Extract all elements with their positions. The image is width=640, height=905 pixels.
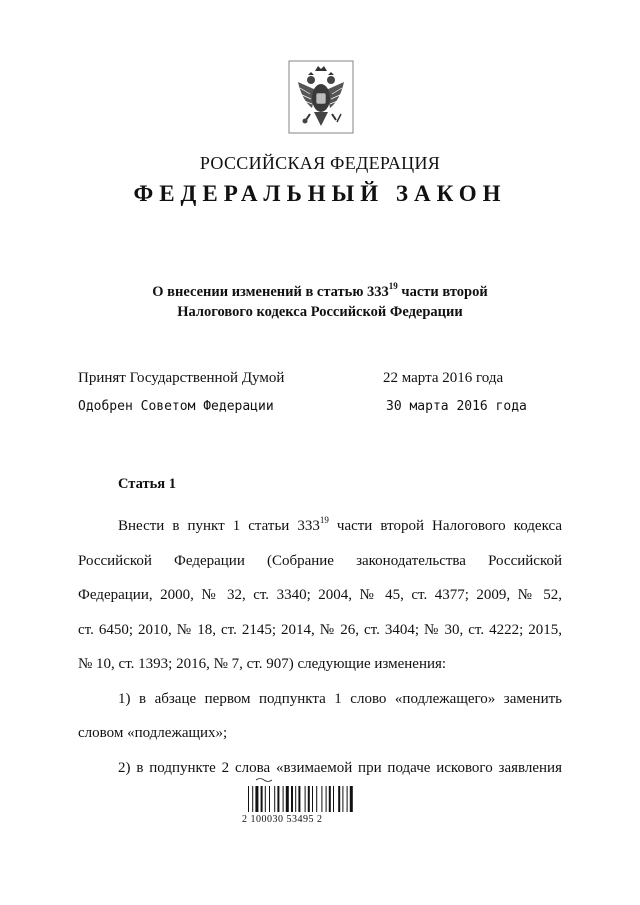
adoption-date: 22 марта 2016 года	[383, 370, 504, 386]
barcode	[242, 778, 382, 828]
title-superscript: 19	[388, 281, 398, 291]
adoption-row	[78, 370, 538, 390]
title-line1-end: части второй	[397, 283, 488, 300]
title-line2: Налогового кодекса Российской Федерации	[177, 303, 463, 320]
document-type: ФЕДЕРАЛЬНЫЙ ЗАКОН	[133, 181, 507, 206]
adoption-label: Принят Государственной Думой	[78, 370, 285, 386]
paragraph-line: словом «подлежащих»;	[78, 725, 228, 741]
paragraph-line: 1) в абзаце первом подпункта 1 слово «подлежащего» заменить	[118, 690, 562, 707]
barcode-icon	[242, 778, 382, 814]
paragraph-line: 2) в подпункте 2 слова «взимаемой при подаче искового заявления	[118, 759, 562, 776]
superscript: 19	[319, 515, 329, 525]
paragraph-line: № 10, ст. 1393; 2016, № 7, ст. 907) следующие изменения:	[78, 656, 447, 672]
barcode-number: 2 100030 53495 2	[242, 814, 323, 825]
approval-row	[78, 399, 538, 419]
coat-of-arms-icon	[288, 60, 354, 134]
law-title	[80, 277, 560, 322]
text-segment: части второй Налогового кодекса	[328, 518, 562, 534]
country-name: РОССИЙСКАЯ ФЕДЕРАЦИЯ	[199, 153, 441, 173]
paragraph-line: Федерации, 2000, № 32, ст. 3340; 2004, № 45, ст. 4377; 2009, № 52,	[78, 587, 562, 603]
title-line1: О внесении изменений в статью 333	[152, 283, 389, 300]
article-body	[78, 509, 562, 785]
approval-date: 30 марта 2016 года	[386, 399, 527, 414]
paragraph-line: ст. 6450; 2010, № 18, ст. 2145; 2014, № 26, ст. 3404; № 30, ст. 4222; 2015,	[78, 621, 562, 638]
paragraph-line: Российской Федерации (Собрание законодательства Российской	[78, 552, 562, 569]
approval-label: Одобрен Советом Федерации	[78, 399, 274, 414]
paragraph-line	[78, 509, 562, 544]
article-heading: Статья 1	[118, 476, 176, 492]
text-segment: Внести в пункт 1 статьи 333	[118, 518, 320, 534]
